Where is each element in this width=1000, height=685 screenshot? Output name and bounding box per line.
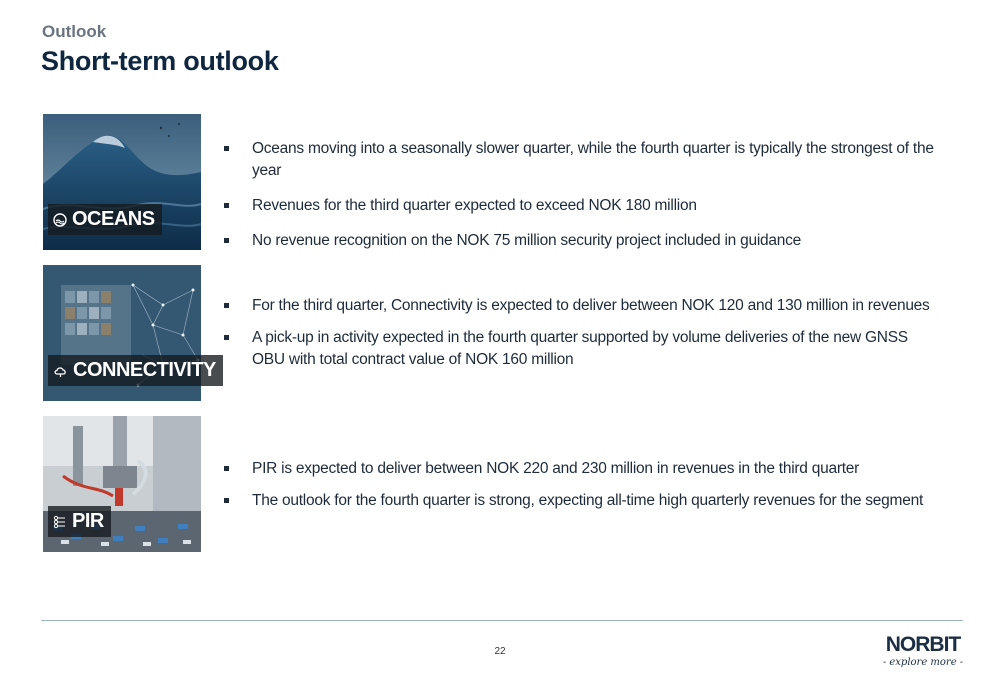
logo-tagline: - explore more -: [882, 657, 964, 668]
pir-image: [43, 416, 201, 552]
pir-label-badge: [48, 506, 111, 537]
list-item: The outlook for the fourth quarter is strong, expecting all-time high quarterly revenues for the segment: [224, 490, 944, 512]
ocean-emblem-icon: [53, 213, 67, 227]
oceans-bullet-list: [224, 138, 944, 252]
logo-wordmark: NORBIT: [885, 633, 961, 656]
circuit-icon: [53, 515, 67, 529]
oceans-label-text: OCEANS: [72, 208, 155, 230]
page-title: Short-term outlook: [41, 46, 279, 76]
section-kicker: Outlook: [42, 22, 107, 41]
page-number: 22: [494, 646, 506, 657]
pir-bullet-list: [224, 458, 944, 512]
list-item: PIR is expected to deliver between NOK 220 and 230 million in revenues in the third quarter: [224, 458, 944, 480]
list-item: For the third quarter, Connectivity is expected to deliver between NOK 120 and 130 million in revenues: [224, 295, 944, 317]
oceans-label-badge: [48, 204, 162, 235]
connectivity-label-text: CONNECTIVITY: [73, 359, 216, 381]
footer-divider: [41, 620, 963, 621]
connectivity-image: [43, 265, 216, 401]
cloud-icon: [53, 364, 68, 378]
list-item: Oceans moving into a seasonally slower quarter, while the fourth quarter is typically the strongest of the year: [224, 138, 944, 182]
list-item: Revenues for the third quarter expected to exceed NOK 180 million: [224, 195, 944, 217]
list-item: A pick-up in activity expected in the fourth quarter supported by volume deliveries of the new GNSS OBU with total contract value of NOK 160 million: [224, 327, 912, 371]
pir-label-text: PIR: [72, 510, 104, 532]
connectivity-label-badge: [48, 355, 223, 386]
list-item: No revenue recognition on the NOK 75 million security project included in guidance: [224, 230, 944, 252]
oceans-image: [43, 114, 201, 250]
connectivity-bullet-list: [224, 295, 944, 371]
norbit-logo: [882, 634, 964, 670]
